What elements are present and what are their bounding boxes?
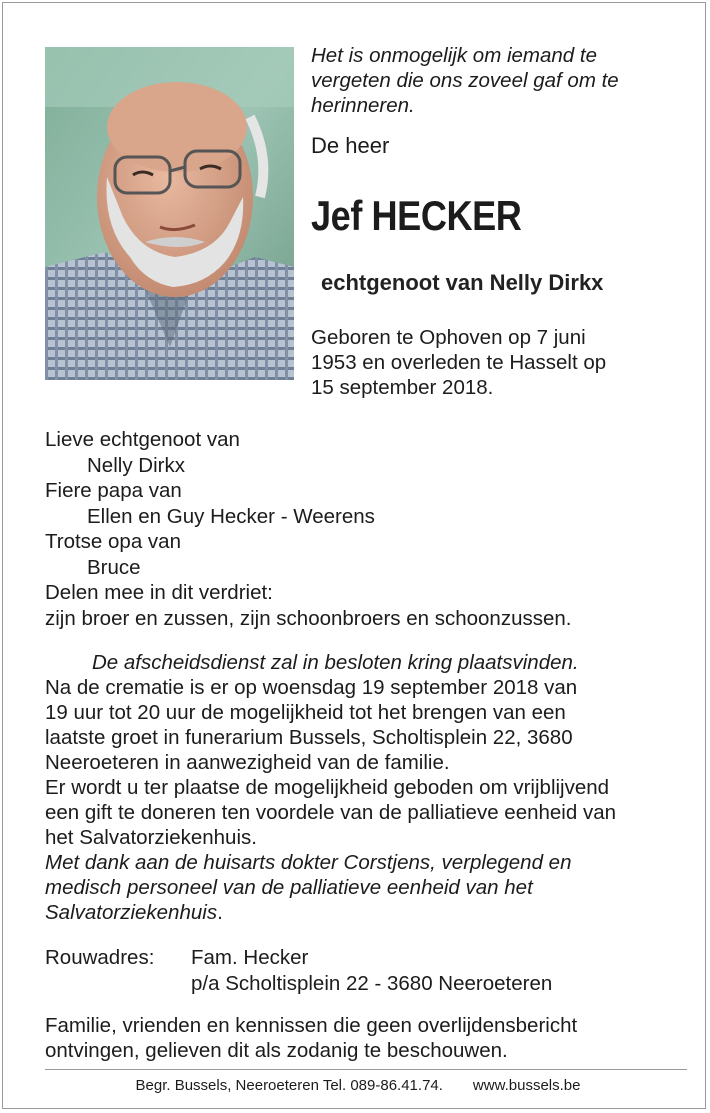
family-member: Ellen en Guy Hecker - Weerens [87,504,375,528]
quote-line: herinneren. [311,94,415,117]
service-line: laatste groet in funerarium Bussels, Scholtisplein 22, 3680 [45,726,573,749]
obituary-card [2,2,706,1109]
birth-line: 1953 en overleden te Hasselt op [311,351,607,374]
thanks-line-period: . [217,901,223,924]
closing-line: ontvingen, gelieven dit als zodanig te beschouwen. [45,1039,508,1062]
service-details [45,650,685,925]
service-line: 19 uur tot 20 uur de mogelijkheid tot het brengen van een [45,701,566,724]
website-link[interactable]: www.bussels.be [472,1077,581,1094]
service-line: Neeroeteren in aanwezigheid van de familie. [45,751,450,774]
thanks-line-last [45,900,685,925]
birth-line: 15 september 2018. [311,376,494,399]
service-line: Na de crematie is er op woensdag 19 september 2018 van [45,676,578,699]
address-label: Rouwadres: [45,946,155,969]
family-line: zijn broer en zussen, zijn schoonbroers en schoonzussen. [45,606,572,630]
birth-death-details [311,325,671,400]
birth-line: Geboren te Ophoven op 7 juni [311,326,586,349]
service-line: Er wordt u ter plaatse de mogelijkheid geboden om vrijblijvend [45,776,610,799]
honorific: De heer [311,133,390,158]
address-row [45,945,685,971]
service-line: het Salvatorziekenhuis. [45,826,257,849]
family-line: Fiere papa van [45,479,182,502]
thanks-line: medisch personeel van de palliatieve eenheid van het [45,876,533,899]
family-line: Delen mee in dit verdriet: [45,581,273,604]
spouse-line: echtgenoot van Nelly Dirkx [321,270,604,295]
footer [3,1076,710,1096]
service-line: De afscheidsdienst zal in besloten kring plaatsvinden. [92,651,579,674]
family-line: Lieve echtgenoot van [45,428,240,451]
family-member: Bruce [87,555,141,579]
quote-line: Het is onmogelijk om iemand te [311,44,597,67]
closing-line: Familie, vrienden en kennissen die geen overlijdensbericht [45,1014,578,1037]
memorial-quote [311,43,681,118]
family-member: Nelly Dirkx [87,453,185,477]
thanks-line: Met dank aan de huisarts dokter Corstjens, verplegend en [45,851,572,874]
family-line: Trotse opa van [45,530,181,553]
footer-divider [45,1069,687,1070]
family-list [45,427,685,631]
quote-line: vergeten die ons zoveel gaf om te [311,69,619,92]
address-line-1: Fam. Hecker [191,946,309,969]
thanks-line-text: Salvatorziekenhuis [45,901,218,924]
service-line: een gift te doneren ten voordele van de palliatieve eenheid van [45,801,617,824]
mourning-address [45,945,685,996]
portrait-photo [45,47,294,380]
funeral-home-contact: Begr. Bussels, Neeroeteren Tel. 089-86.41.74. [135,1077,443,1094]
deceased-name: Jef HECKER [311,192,522,239]
address-line-2: p/a Scholtisplein 22 - 3680 Neeroeteren [191,971,553,995]
closing-note [45,1013,685,1063]
